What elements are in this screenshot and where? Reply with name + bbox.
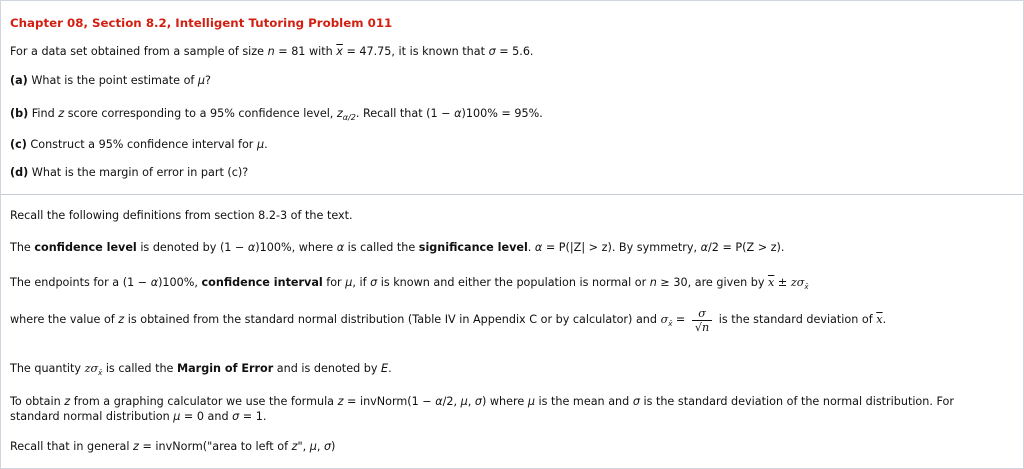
subscript: α/2	[342, 113, 356, 123]
question-label: (b)	[10, 107, 29, 120]
def-text: , if	[352, 276, 371, 289]
var-sigma: σ	[90, 362, 99, 375]
question-text: )100% = 95%.	[461, 107, 543, 120]
var-sigma: σ	[474, 395, 482, 408]
intro-text: = 5.6.	[495, 45, 534, 58]
subscript: x̄	[668, 320, 673, 329]
intro-text: = 81 with	[274, 45, 337, 58]
def-text: To obtain	[10, 395, 65, 408]
var-sigma: σ	[796, 276, 805, 289]
def-text: )100%, where	[255, 241, 337, 254]
question-text: . Recall that (1 −	[355, 107, 455, 120]
term-confidence-level: confidence level	[34, 241, 137, 254]
question-b	[10, 106, 543, 125]
var-z: z	[291, 440, 298, 453]
def-text: is called the	[344, 241, 419, 254]
def-text: = 0 and	[180, 410, 233, 423]
def-text: is the mean and	[534, 395, 633, 408]
intro-text: For a data set obtained from a sample of size	[10, 45, 268, 58]
def-text: Recall that in general	[10, 440, 134, 453]
term-significance-level: significance level	[418, 241, 528, 254]
question-text: Construct a 95% confidence interval for	[26, 138, 257, 151]
def-text: = P(|Z| > z). By symmetry,	[542, 241, 701, 254]
var-z: z	[58, 107, 65, 120]
var-mu: μ	[256, 138, 265, 151]
var-alpha: α	[336, 241, 345, 254]
term-confidence-interval: confidence interval	[201, 276, 323, 289]
def-text: is the standard deviation of the normal distribution. For standard normal distribution	[10, 395, 954, 423]
problem-intro	[10, 44, 534, 59]
var-sigma: σ	[488, 45, 496, 58]
def-text: where the value of	[10, 313, 119, 326]
problem-title: Chapter 08, Section 8.2, Intelligent Tutoring Problem 011	[10, 16, 393, 30]
var-z: z	[336, 107, 343, 120]
var-mu: μ	[527, 395, 535, 408]
var-mu: μ	[345, 276, 353, 289]
var-mu: μ	[460, 395, 468, 408]
var-sigma: σ	[632, 395, 640, 408]
var-alpha: α	[150, 276, 159, 289]
def-text: ,	[316, 440, 324, 453]
var-xbar: $\overline{x}$	[336, 45, 343, 58]
calculator-instructions	[10, 394, 1005, 424]
var-z: z	[337, 395, 344, 408]
def-text: is called the	[102, 362, 177, 375]
def-text: .	[882, 313, 887, 326]
var-mu: μ	[173, 410, 181, 423]
def-text: /2 = P(Z > z).	[708, 241, 785, 254]
question-text: What is the point estimate of	[27, 74, 198, 87]
question-label: (a)	[10, 74, 28, 87]
question-text: ?	[205, 74, 211, 87]
var-z: z	[118, 313, 125, 326]
section-divider	[1, 194, 1023, 195]
def-text: = invNorm("area to left of	[138, 440, 292, 453]
def-text: ) where	[481, 395, 528, 408]
def-text: /2,	[442, 395, 461, 408]
plus-minus: ±	[774, 276, 791, 289]
var-mu: μ	[309, 440, 317, 453]
def-text: ",	[297, 440, 310, 453]
def-text: )100%,	[158, 276, 202, 289]
var-sigma: σ	[323, 440, 332, 453]
var-n: n	[267, 45, 275, 58]
subscript: x̄	[98, 369, 103, 378]
question-label: (d)	[10, 166, 29, 179]
var-alpha: α	[435, 395, 443, 408]
question-label: (c)	[10, 138, 27, 151]
def-text: for	[322, 276, 346, 289]
def-text: ,	[467, 395, 475, 408]
def-text: )	[331, 440, 336, 453]
var-sigma: σ	[660, 313, 669, 326]
question-text: Find	[28, 107, 59, 120]
intro-text: = 47.75, it is known that	[342, 45, 489, 58]
definition-confidence-interval	[10, 275, 809, 295]
question-text: .	[264, 138, 268, 151]
var-sigma: σ	[370, 276, 378, 289]
var-alpha: α	[454, 107, 462, 120]
question-a	[10, 73, 211, 88]
def-text: is obtained from the standard normal distribution (Table IV in Appendix C or by calculator) and	[124, 313, 661, 326]
def-text: .	[388, 362, 392, 375]
question-d	[10, 165, 248, 180]
question-text: score corresponding to a 95% confidence level,	[64, 107, 337, 120]
def-text: and is denoted by	[273, 362, 382, 375]
fraction-numerator: σ	[692, 307, 712, 321]
def-text: is the standard deviation of	[715, 313, 877, 326]
var-alpha: α	[247, 241, 256, 254]
subscript: x̄	[804, 283, 809, 292]
var-sigma: σ	[232, 410, 240, 423]
fraction-denominator: √n	[694, 320, 710, 334]
var-z: z	[790, 276, 797, 289]
question-c	[10, 137, 268, 152]
def-text: from a graphing calculator we use the formula	[70, 395, 338, 408]
def-text: is known and either the population is normal or	[377, 276, 650, 289]
def-text: The endpoints for a (1 −	[10, 276, 151, 289]
def-text: =	[672, 313, 689, 326]
var-n: n	[649, 276, 657, 289]
def-text: = invNorm(1 −	[343, 395, 436, 408]
definition-margin-of-error	[10, 361, 392, 381]
var-z: z	[133, 440, 139, 453]
invnorm-general	[10, 439, 335, 454]
var-alpha: α	[534, 241, 543, 254]
var-xbar: $\overline{x}$	[876, 313, 883, 326]
recall-heading: Recall the following definitions from section 8.2-3 of the text.	[10, 209, 353, 222]
var-alpha: α	[700, 241, 709, 254]
question-text: What is the margin of error in part (c)?	[28, 166, 249, 179]
def-text: The quantity	[10, 362, 85, 375]
var-E: E	[381, 362, 389, 375]
def-text: .	[527, 241, 535, 254]
var-mu: μ	[197, 74, 206, 87]
sigma-over-root-n	[692, 307, 712, 334]
def-text: The	[10, 241, 35, 254]
definition-confidence-level	[10, 240, 784, 255]
def-text: = 1.	[239, 410, 267, 423]
term-margin-of-error: Margin of Error	[177, 362, 274, 375]
def-text: is denoted by (1 −	[136, 241, 248, 254]
var-z: z	[84, 362, 91, 375]
definition-standard-error	[10, 305, 886, 339]
var-z: z	[64, 395, 71, 408]
def-text: ≥ 30, are given by	[656, 276, 768, 289]
var-xbar: $\overline{x}$	[768, 276, 775, 289]
